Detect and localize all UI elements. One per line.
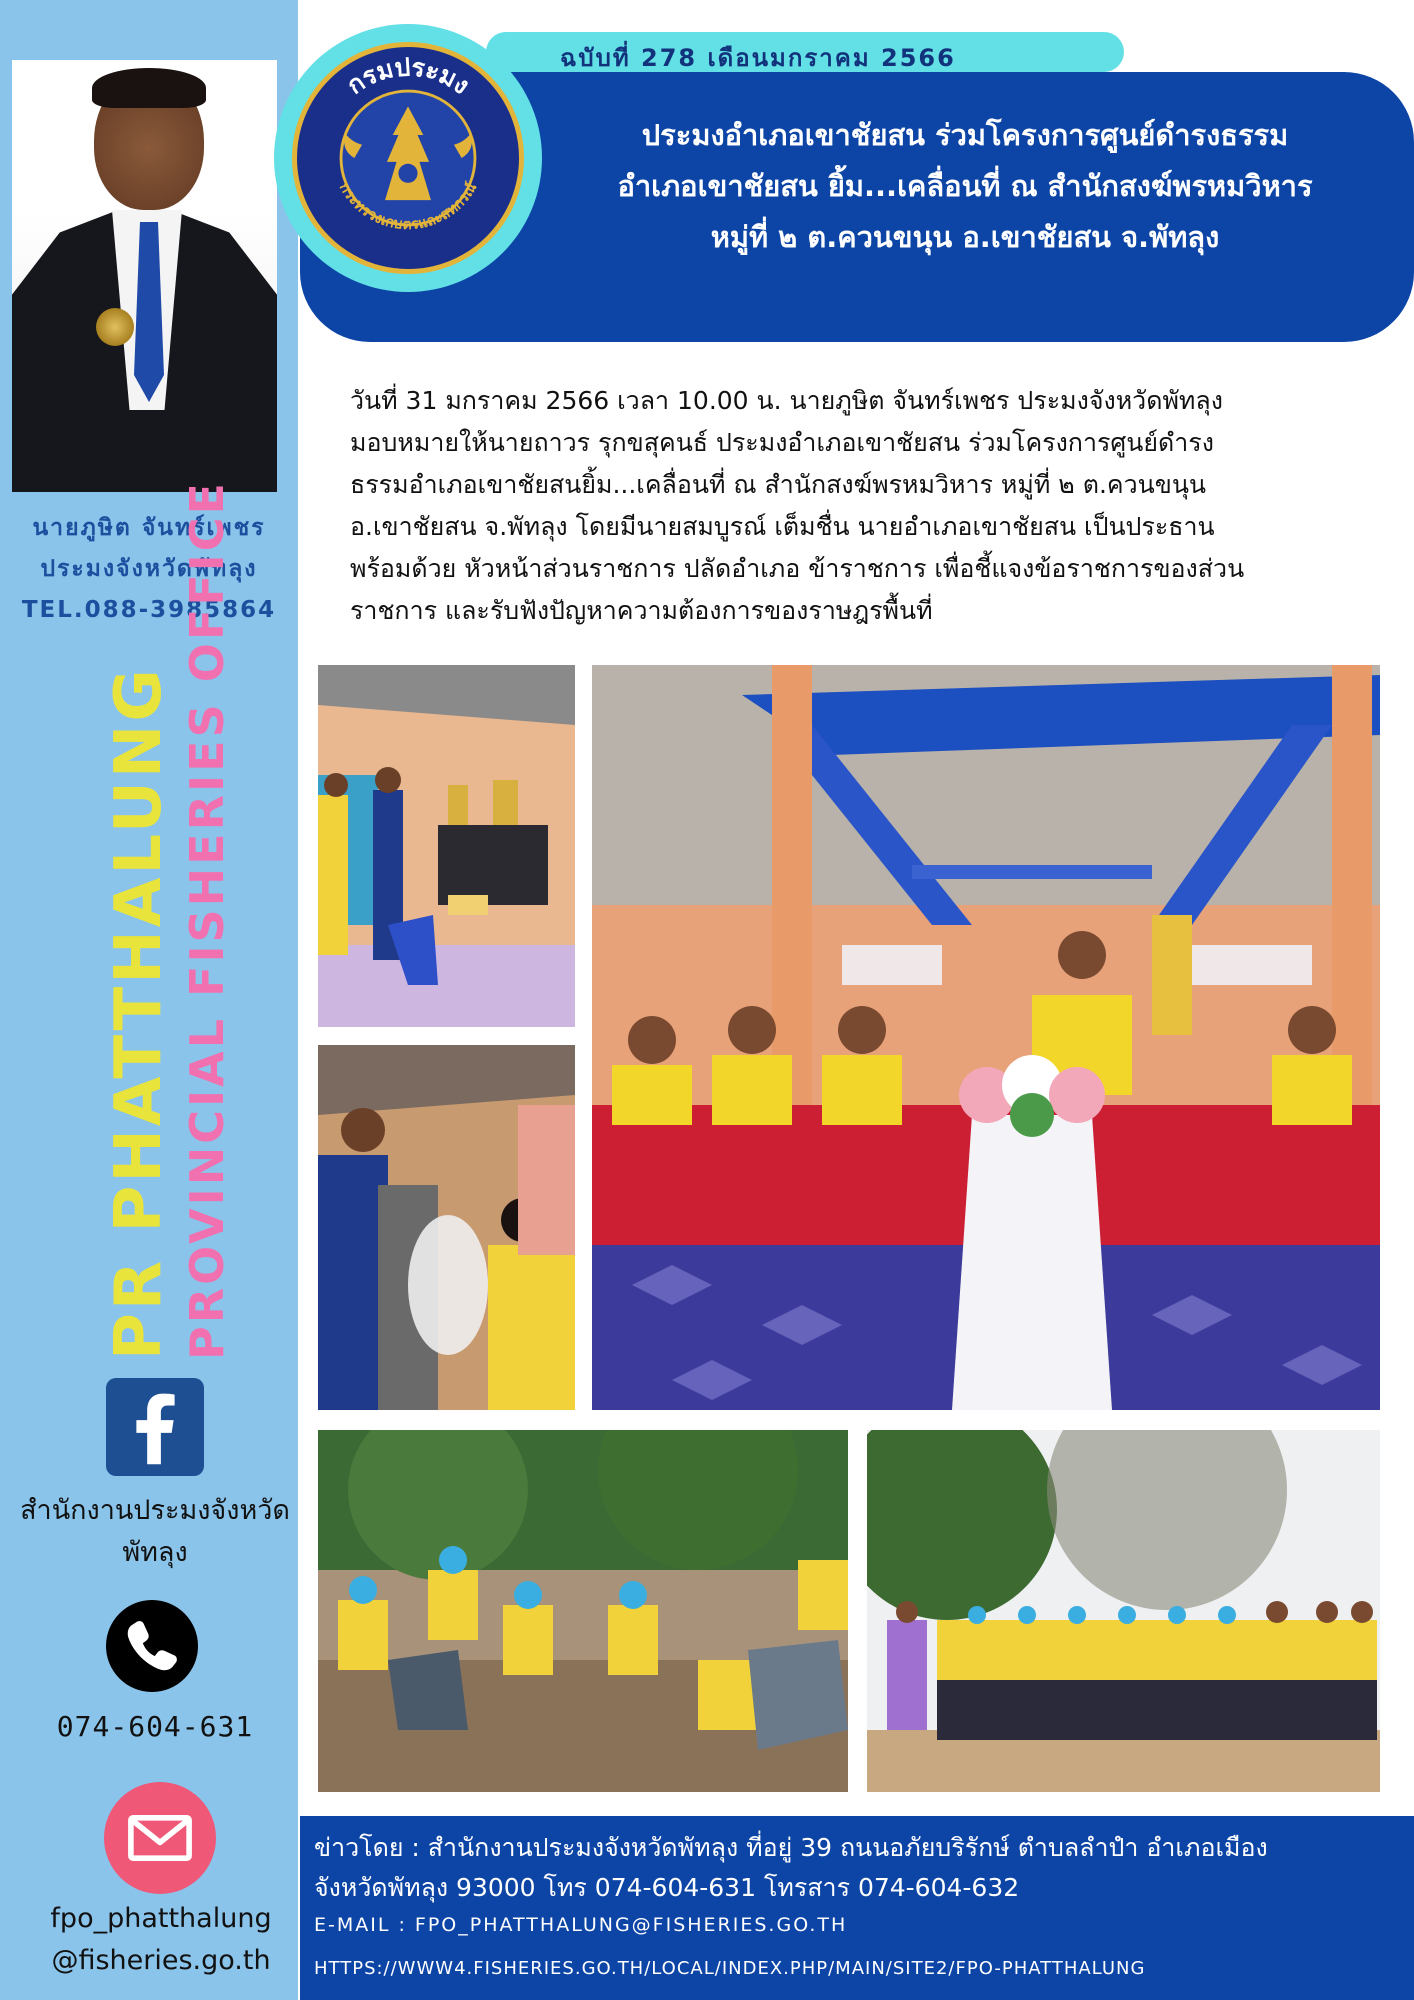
phone-number[interactable]: 074-604-631	[56, 1710, 254, 1743]
mail-icon[interactable]	[104, 1782, 216, 1894]
issue-number: ฉบับที่ 278 เดือนมกราคม 2566	[560, 44, 956, 72]
facebook-icon[interactable]	[106, 1378, 204, 1476]
facebook-label-line-1: สำนักงานประมงจังหวัด	[20, 1495, 290, 1526]
photo-cleanup	[318, 1430, 848, 1792]
body-line-2: มอบหมายให้นายถาวร รุกขสุคนธ์ ประมงอำเภอเขาชัยสน ร่วมโครงการศูนย์ดำรง	[350, 428, 1214, 457]
body-line-5: พร้อมด้วย หัวหน้าส่วนราชการ ปลัดอำเภอ ข้าราชการ เพื่อชี้แจงข้อราชการของส่วน	[350, 554, 1245, 583]
headline	[530, 110, 1400, 263]
body-line-1: วันที่ 31 มกราคม 2566 เวลา 10.00 น. นายภูษิต จันทร์เพชร ประมงจังหวัดพัทลุง	[350, 386, 1223, 415]
article-body	[350, 380, 1360, 632]
headline-line-3: หมู่ที่ ๒ ต.ควนขนุน อ.เขาชัยสน จ.พัทลุง	[710, 220, 1220, 254]
photo-meeting-hall	[592, 665, 1380, 1410]
footer-contact: จังหวัดพัทลุง 93000 โทร 074-604-631 โทรสาร 074-604-632	[314, 1873, 1020, 1902]
department-seal-logo	[274, 24, 542, 292]
footer-website-link[interactable]: HTTPS://WWW4.FISHERIES.GO.TH/LOCAL/INDEX.PHP/MAIN/SITE2/FPO-PHATTHALUNG	[314, 1958, 1146, 1979]
footer-email[interactable]: E-MAIL : FPO_PHATTHALUNG@FISHERIES.GO.TH	[314, 1914, 848, 1936]
phone-icon[interactable]	[106, 1600, 198, 1692]
headline-line-1: ประมงอำเภอเขาชัยสน ร่วมโครงการศูนย์ดำรงธรรม	[641, 118, 1289, 152]
body-line-6: ราชการ และรับฟังปัญหาความต้องการของราษฎรพื้นที่	[350, 596, 933, 625]
officer-tel: TEL.088-3985864	[21, 597, 277, 623]
body-line-3: ธรรมอำเภอเขาชัยสนยิ้ม...เคลื่อนที่ ณ สำนักสงฆ์พรหมวิหาร หมู่ที่ ๒ ต.ควนขนุน	[350, 470, 1207, 499]
vertical-title-pr: PR PHATTHALUNG	[102, 666, 176, 1360]
photo-altar-ceremony	[318, 665, 575, 1027]
facebook-page-label[interactable]	[0, 1490, 310, 1574]
email-line-1: fpo_phatthalung	[50, 1903, 272, 1934]
officer-info	[0, 508, 298, 631]
officer-portrait	[12, 60, 277, 492]
photo-distribution	[318, 1045, 575, 1410]
photo-group	[867, 1430, 1380, 1792]
portrait-hair	[92, 68, 206, 108]
facebook-label-line-2: พัทลุง	[122, 1537, 188, 1568]
officer-name: นายภูษิต จันทร์เพชร	[32, 515, 266, 541]
email-address[interactable]	[0, 1898, 322, 1982]
seal-subtitle: กระทรวงเกษตรและสหกรณ์	[335, 180, 481, 234]
body-line-4: อ.เขาชัยสน จ.พัทลุง โดยมีนายสมบูรณ์ เต็มชื่น นายอำเภอเขาชัยสน เป็นประธาน	[350, 512, 1215, 541]
officer-position: ประมงจังหวัดพัทลุง	[40, 556, 258, 582]
vertical-title-office: PROVINCIAL FISHERIES OFFICE	[180, 480, 234, 1360]
email-line-2: @fisheries.go.th	[51, 1945, 271, 1976]
seal-inner	[292, 42, 524, 274]
portrait-badge	[96, 308, 134, 346]
footer-address: ข่าวโดย : สำนักงานประมงจังหวัดพัทลุง ที่อยู่ 39 ถนนอภัยบริรักษ์ ตำบลลำปำ อำเภอเมือง	[314, 1833, 1268, 1862]
seal-title: กรมประมง	[341, 52, 476, 100]
headline-line-2: อำเภอเขาชัยสน ยิ้ม...เคลื่อนที่ ณ สำนักสงฆ์พรหมวิหาร	[617, 169, 1313, 203]
